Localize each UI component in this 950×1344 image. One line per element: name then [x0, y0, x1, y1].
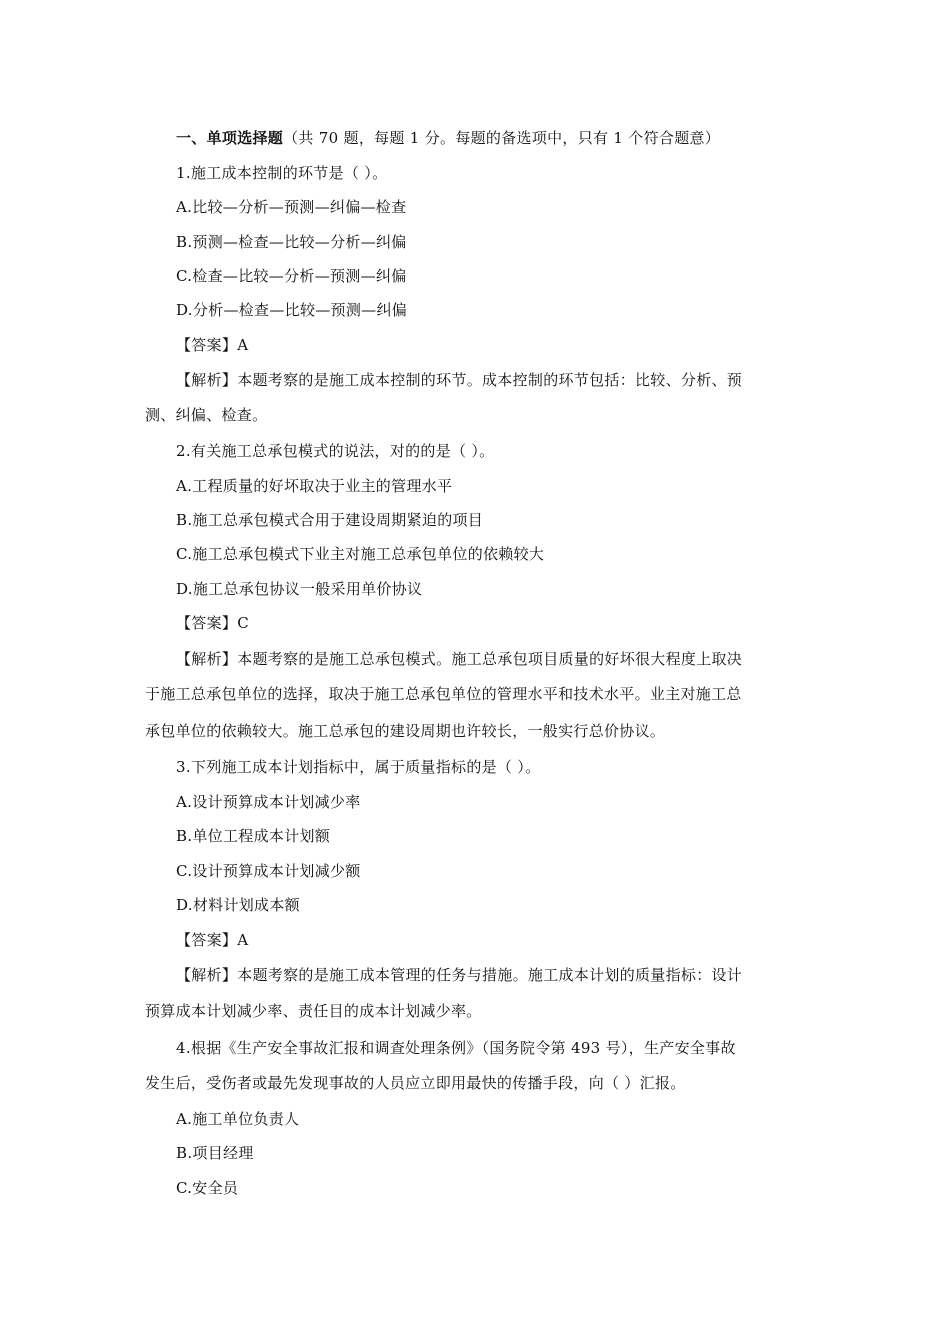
question-2-analysis-line-1: 【解析】本题考察的是施工总承包模式。施工总承包项目质量的好坏很大程度上取决 [176, 650, 743, 668]
question-2-stem: 2.有关施工总承包模式的说法，对的的是（ ）。 [176, 442, 495, 460]
question-1-option-c: C.检查—比较—分析—预测—纠偏 [176, 267, 407, 285]
question-2-option-d: D.施工总承包协议一般采用单价协议 [176, 580, 423, 598]
question-1-answer: 【答案】A [176, 336, 249, 354]
question-3-option-a: A.设计预算成本计划减少率 [176, 793, 361, 811]
question-3-stem: 3.下列施工成本计划指标中，属于质量指标的是（ ）。 [176, 758, 541, 776]
question-4-stem-line-2: 发生后，受伤者或最先发现事故的人员应立即用最快的传播手段，向（ ）汇报。 [145, 1074, 686, 1092]
question-4-option-a: A.施工单位负责人 [176, 1110, 300, 1128]
question-4-option-c: C.安全员 [176, 1179, 239, 1197]
question-2-analysis-line-2: 于施工总承包单位的选择，取决于施工总承包单位的管理水平和技术水平。业主对施工总 [145, 685, 742, 703]
section-title-bold: 一、单项选择题 [176, 129, 284, 147]
question-1-analysis-line-2: 测、纠偏、检查。 [145, 406, 268, 424]
question-4-stem-line-1: 4.根据《生产安全事故汇报和调查处理条例》（国务院令第 493 号），生产安全事故 [176, 1039, 736, 1057]
question-3-answer: 【答案】A [176, 931, 249, 949]
question-3-option-b: B.单位工程成本计划额 [176, 827, 331, 845]
question-2-analysis-line-3: 承包单位的依赖较大。施工总承包的建设周期也许较长，一般实行总价协议。 [145, 722, 666, 740]
question-2-option-a: A.工程质量的好坏取决于业主的管理水平 [176, 477, 453, 495]
question-3-option-d: D.材料计划成本额 [176, 896, 300, 914]
question-1-option-d: D.分析—检查—比较—预测—纠偏 [176, 301, 408, 319]
question-1-option-a: A.比较—分析—预测—纠偏—检查 [176, 198, 407, 216]
question-4-option-b: B.项目经理 [176, 1144, 254, 1162]
question-3-analysis-line-2: 预算成本计划减少率、责任目的成本计划减少率。 [145, 1002, 482, 1020]
section-title-rest: （共 70 题，每题 1 分。每题的备选项中，只有 1 个符合题意） [283, 129, 721, 147]
question-1-stem: 1.施工成本控制的环节是（ ）。 [176, 164, 388, 182]
question-2-answer: 【答案】C [176, 614, 249, 632]
question-3-option-c: C.设计预算成本计划减少额 [176, 862, 361, 880]
question-2-option-b: B.施工总承包模式合用于建设周期紧迫的项目 [176, 511, 484, 529]
question-2-option-c: C.施工总承包模式下业主对施工总承包单位的依赖较大 [176, 545, 545, 563]
section-heading [176, 128, 810, 148]
question-1-option-b: B.预测—检查—比较—分析—纠偏 [176, 233, 407, 251]
question-3-analysis-line-1: 【解析】本题考察的是施工成本管理的任务与措施。施工成本计划的质量指标：设计 [176, 966, 743, 984]
question-1-analysis-line-1: 【解析】本题考察的是施工成本控制的环节。成本控制的环节包括：比较、分析、预 [176, 371, 743, 389]
